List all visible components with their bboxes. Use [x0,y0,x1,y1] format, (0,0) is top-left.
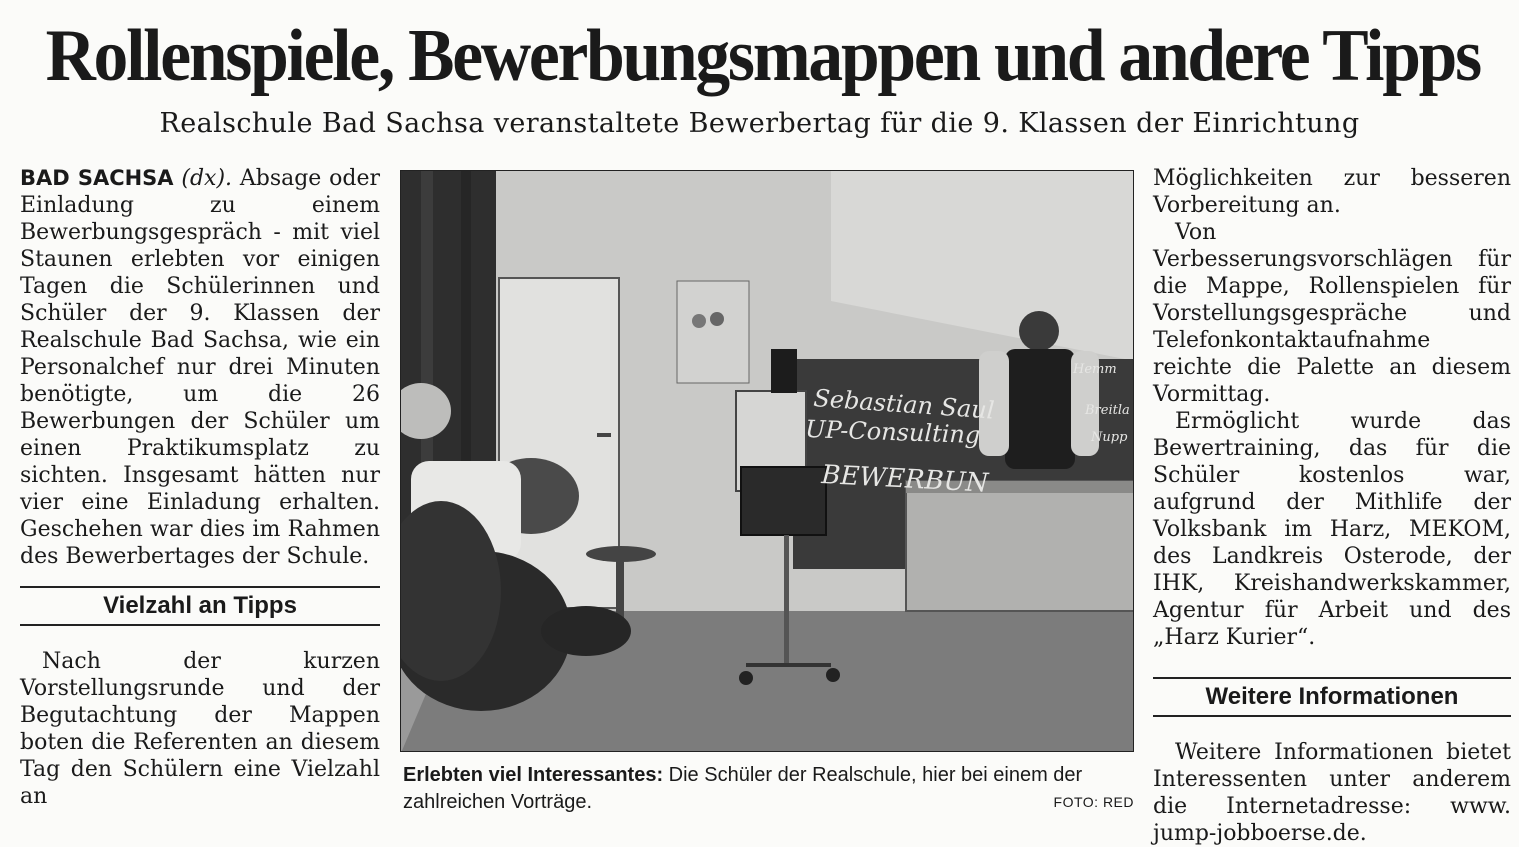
headline: Rollenspiele, Bewerbungsmappen und andere Tipps [45,15,1480,97]
caption-head: Erlebten viel Interessantes: [403,764,664,786]
paragraph-sponsors: Ermöglicht wurde das Bewertraining, das für die Schüler kostenlos war, aufgrund der Mithlife der Volksbank im Harz, MEKOM, des Landkreis Osterode, der IHK, Kreishandwerkskammer, Agentur für Arbeit und des „Harz Kurier“. [1153,409,1511,650]
photo-credit: FOTO: RED [1053,794,1134,810]
board-line-2: UP-Consulting [804,415,981,450]
lead-text: Absage oder Einladung zu einem Bewerbungsgespräch - mit viel Staunen erlebten vor einigen Tagen die Schülerinnen und Schüler der 9. Klassen der Realschule Bad Sachsa, wie ein Personalchef nur drei Minuten benötigte, um die 26 Bewerbungen der Schüler um einen Praktikumsplatz zu sichten. Insgesamt hätten nur vier eine Einladung erhalten. Geschehen war dies im Rahmen des Bewerbertages der Schule. [20,166,380,569]
dateline: BAD SACHSA [20,166,174,190]
continued-paragraph: Möglichkeiten zur besseren Vorbereitung an. [1153,166,1511,218]
section-heading-more-info: Weitere Informationen [1153,677,1511,717]
section-tips-paragraph: Nach der kurzen Vorstellungsrunde und der Begutachtung der Mappen boten die Referenten an diesem Tag den Schülern eine Vielzahl an [20,649,380,809]
board-right-line-1: Hemm [1073,362,1117,377]
paragraph-suggestions: Von Verbesserungsvorschlägen für die Mappe, Rollenspielen für Vorstellungsgespräche und Telefonkontaktaufnahme reichte die Palette an diesem Vormittag. [1153,220,1511,407]
section-more-info-paragraph: Weitere Informationen bietet Interessenten unter anderem die Internetadresse: www. jump-jobboerse.de. [1153,740,1511,846]
lead-paragraph [20,165,380,570]
board-line-1: Sebastian Saul [812,384,996,425]
board-right-line-3: Nupp [1091,430,1128,445]
board-line-3: BEWERBUN [820,460,990,499]
photo-caption [403,762,1137,816]
agency-tag: (dx). [181,166,233,191]
caption-text: Die Schüler der Realschule, hier bei einem der zahlreichen Vorträge. [403,764,1083,813]
section-heading-tips: Vielzahl an Tipps [20,586,380,626]
article-column-left [20,165,380,810]
subheadline: Realschule Bad Sachsa veranstaltete Bewerbertag für die 9. Klassen der Einrichtung [159,108,1360,139]
article-photo [400,170,1134,752]
article-column-right [1153,165,1511,847]
board-right-line-2: Breitla [1085,403,1130,418]
